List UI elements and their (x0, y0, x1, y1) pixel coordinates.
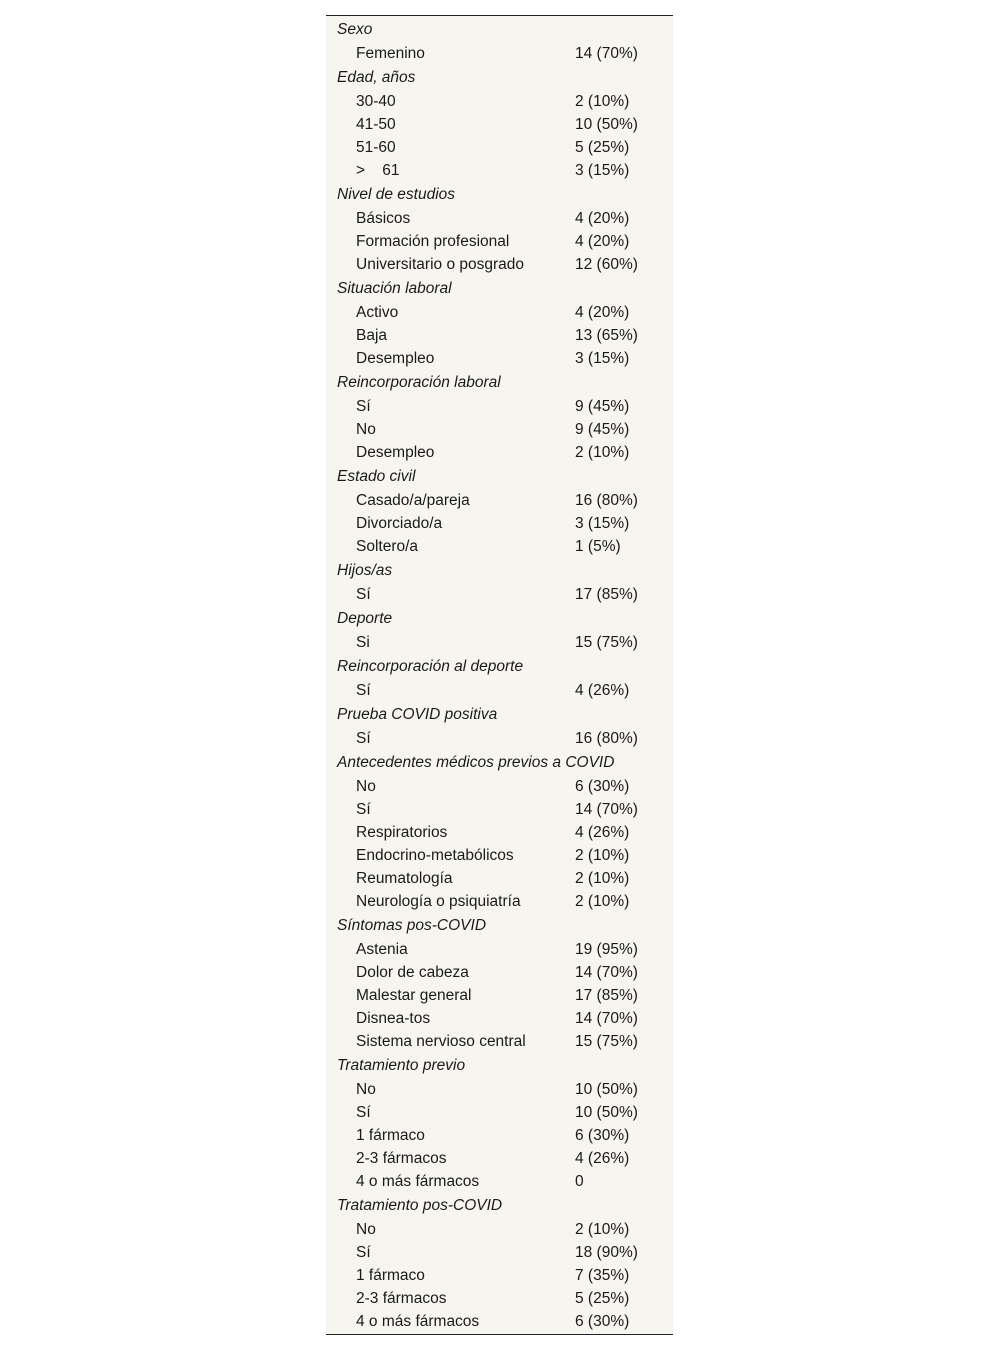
table-row (326, 798, 673, 821)
category-label: Reincorporación al deporte (337, 658, 524, 675)
row-label: Desempleo (356, 350, 435, 367)
row-label: Sí (356, 1104, 371, 1121)
row-value: 1 (5%) (575, 538, 621, 555)
category-label: Tratamiento pos-COVID (337, 1197, 503, 1214)
table-row (326, 301, 673, 324)
category-row (326, 702, 673, 727)
category-label: Situación laboral (337, 280, 452, 297)
table-row (326, 1030, 673, 1053)
category-row (326, 464, 673, 489)
row-label: Dolor de cabeza (356, 964, 469, 981)
row-label: Casado/a/pareja (356, 492, 470, 509)
row-value: 3 (15%) (575, 162, 630, 179)
row-value: 19 (95%) (575, 941, 638, 958)
row-value: 9 (45%) (575, 398, 630, 415)
row-value: 4 (26%) (575, 682, 630, 699)
category-label: Prueba COVID positiva (337, 706, 498, 723)
table-row (326, 631, 673, 654)
table-row (326, 230, 673, 253)
row-value: 4 (26%) (575, 824, 630, 841)
category-row (326, 17, 673, 42)
row-label: Formación profesional (356, 233, 510, 250)
row-label: 2-3 fármacos (356, 1150, 447, 1167)
row-value: 5 (25%) (575, 1290, 630, 1307)
row-value: 14 (70%) (575, 1010, 638, 1027)
table-row (326, 1078, 673, 1101)
row-label: Sí (356, 586, 371, 603)
row-label: 1 fármaco (356, 1267, 425, 1284)
row-value: 18 (90%) (575, 1244, 638, 1261)
row-label: No (356, 1081, 376, 1098)
row-label: Activo (356, 304, 399, 321)
row-label: Femenino (356, 45, 425, 62)
row-label: Disnea-tos (356, 1010, 431, 1027)
row-value: 16 (80%) (575, 492, 638, 509)
table-row (326, 489, 673, 512)
table-row (326, 42, 673, 65)
category-row (326, 913, 673, 938)
row-label: Malestar general (356, 987, 472, 1004)
row-label: No (356, 421, 376, 438)
table-row (326, 984, 673, 1007)
row-value: 17 (85%) (575, 586, 638, 603)
row-value: 4 (20%) (575, 233, 630, 250)
data-table (326, 15, 673, 1335)
table-row (326, 1124, 673, 1147)
row-value: 15 (75%) (575, 634, 638, 651)
row-label: Sí (356, 801, 371, 818)
row-value: 12 (60%) (575, 256, 638, 273)
table-row (326, 90, 673, 113)
row-value: 5 (25%) (575, 139, 630, 156)
table-row (326, 347, 673, 370)
table-row (326, 727, 673, 750)
row-value: 2 (10%) (575, 93, 630, 110)
category-row (326, 750, 673, 775)
row-value: 13 (65%) (575, 327, 638, 344)
table-row (326, 1310, 673, 1333)
row-label: > 61 (356, 162, 400, 179)
category-label: Hijos/as (337, 562, 393, 579)
table-row (326, 512, 673, 535)
row-value: 4 (26%) (575, 1150, 630, 1167)
row-value: 14 (70%) (575, 801, 638, 818)
table-row (326, 418, 673, 441)
row-label: Desempleo (356, 444, 435, 461)
row-label: Respiratorios (356, 824, 448, 841)
row-label: 2-3 fármacos (356, 1290, 447, 1307)
table-row (326, 867, 673, 890)
row-label: Endocrino-metabólicos (356, 847, 514, 864)
table-row (326, 441, 673, 464)
table-row (326, 679, 673, 702)
table-row (326, 1218, 673, 1241)
category-row (326, 606, 673, 631)
row-value: 6 (30%) (575, 1127, 630, 1144)
category-label: Nivel de estudios (337, 186, 456, 203)
category-row (326, 370, 673, 395)
category-row (326, 654, 673, 679)
table-row (326, 253, 673, 276)
category-row (326, 65, 673, 90)
row-value: 4 (20%) (575, 210, 630, 227)
row-value: 10 (50%) (575, 116, 638, 133)
table-row (326, 113, 673, 136)
category-row (326, 182, 673, 207)
row-label: 51-60 (356, 139, 396, 156)
table-row (326, 395, 673, 418)
row-value: 0 (575, 1173, 584, 1190)
row-value: 9 (45%) (575, 421, 630, 438)
row-value: 7 (35%) (575, 1267, 630, 1284)
category-label: Deporte (337, 610, 393, 627)
row-label: Si (356, 634, 370, 651)
category-label: Edad, años (337, 69, 416, 86)
table-row (326, 1264, 673, 1287)
row-label: No (356, 1221, 376, 1238)
row-label: 1 fármaco (356, 1127, 425, 1144)
row-value: 2 (10%) (575, 870, 630, 887)
table-row (326, 136, 673, 159)
row-label: Sí (356, 730, 371, 747)
row-value: 10 (50%) (575, 1081, 638, 1098)
row-value: 3 (15%) (575, 515, 630, 532)
category-row (326, 1193, 673, 1218)
row-label: Baja (356, 327, 388, 344)
table-row (326, 1241, 673, 1264)
row-label: 30-40 (356, 93, 396, 110)
category-row (326, 558, 673, 583)
row-value: 2 (10%) (575, 847, 630, 864)
table-row (326, 1170, 673, 1193)
category-label: Sexo (337, 21, 373, 38)
table-row (326, 1007, 673, 1030)
row-value: 17 (85%) (575, 987, 638, 1004)
table-row (326, 583, 673, 606)
table-row (326, 775, 673, 798)
table-row (326, 324, 673, 347)
category-label: Estado civil (337, 468, 416, 485)
row-label: Sí (356, 682, 371, 699)
category-label: Reincorporación laboral (337, 374, 501, 391)
table-row (326, 207, 673, 230)
table-row (326, 844, 673, 867)
row-label: Básicos (356, 210, 411, 227)
table-body (326, 17, 673, 1333)
category-label: Tratamiento previo (337, 1057, 466, 1074)
row-label: Sí (356, 1244, 371, 1261)
row-label: Universitario o posgrado (356, 256, 525, 273)
row-value: 6 (30%) (575, 778, 630, 795)
row-value: 2 (10%) (575, 893, 630, 910)
row-value: 14 (70%) (575, 45, 638, 62)
category-label: Síntomas pos-COVID (337, 917, 487, 934)
row-value: 16 (80%) (575, 730, 638, 747)
row-value: 2 (10%) (575, 444, 630, 461)
row-label: Reumatología (356, 870, 453, 887)
table-row (326, 961, 673, 984)
table-row (326, 1101, 673, 1124)
table-row (326, 938, 673, 961)
row-label: Neurología o psiquiatría (356, 893, 521, 910)
table-row (326, 1287, 673, 1310)
row-label: 4 o más fármacos (356, 1173, 480, 1190)
row-label: Astenia (356, 941, 408, 958)
table-row (326, 535, 673, 558)
row-value: 14 (70%) (575, 964, 638, 981)
row-value: 3 (15%) (575, 350, 630, 367)
row-value: 10 (50%) (575, 1104, 638, 1121)
row-value: 6 (30%) (575, 1313, 630, 1330)
row-label: 4 o más fármacos (356, 1313, 480, 1330)
category-row (326, 1053, 673, 1078)
row-value: 15 (75%) (575, 1033, 638, 1050)
row-value: 4 (20%) (575, 304, 630, 321)
row-label: Sí (356, 398, 371, 415)
category-label: Antecedentes médicos previos a COVID (337, 754, 615, 771)
table-row (326, 890, 673, 913)
category-row (326, 276, 673, 301)
table-row (326, 821, 673, 844)
row-value: 2 (10%) (575, 1221, 630, 1238)
row-label: Divorciado/a (356, 515, 443, 532)
row-label: 41-50 (356, 116, 396, 133)
row-label: Soltero/a (356, 538, 419, 555)
table-row (326, 159, 673, 182)
table-row (326, 1147, 673, 1170)
row-label: No (356, 778, 376, 795)
row-label: Sistema nervioso central (356, 1033, 526, 1050)
